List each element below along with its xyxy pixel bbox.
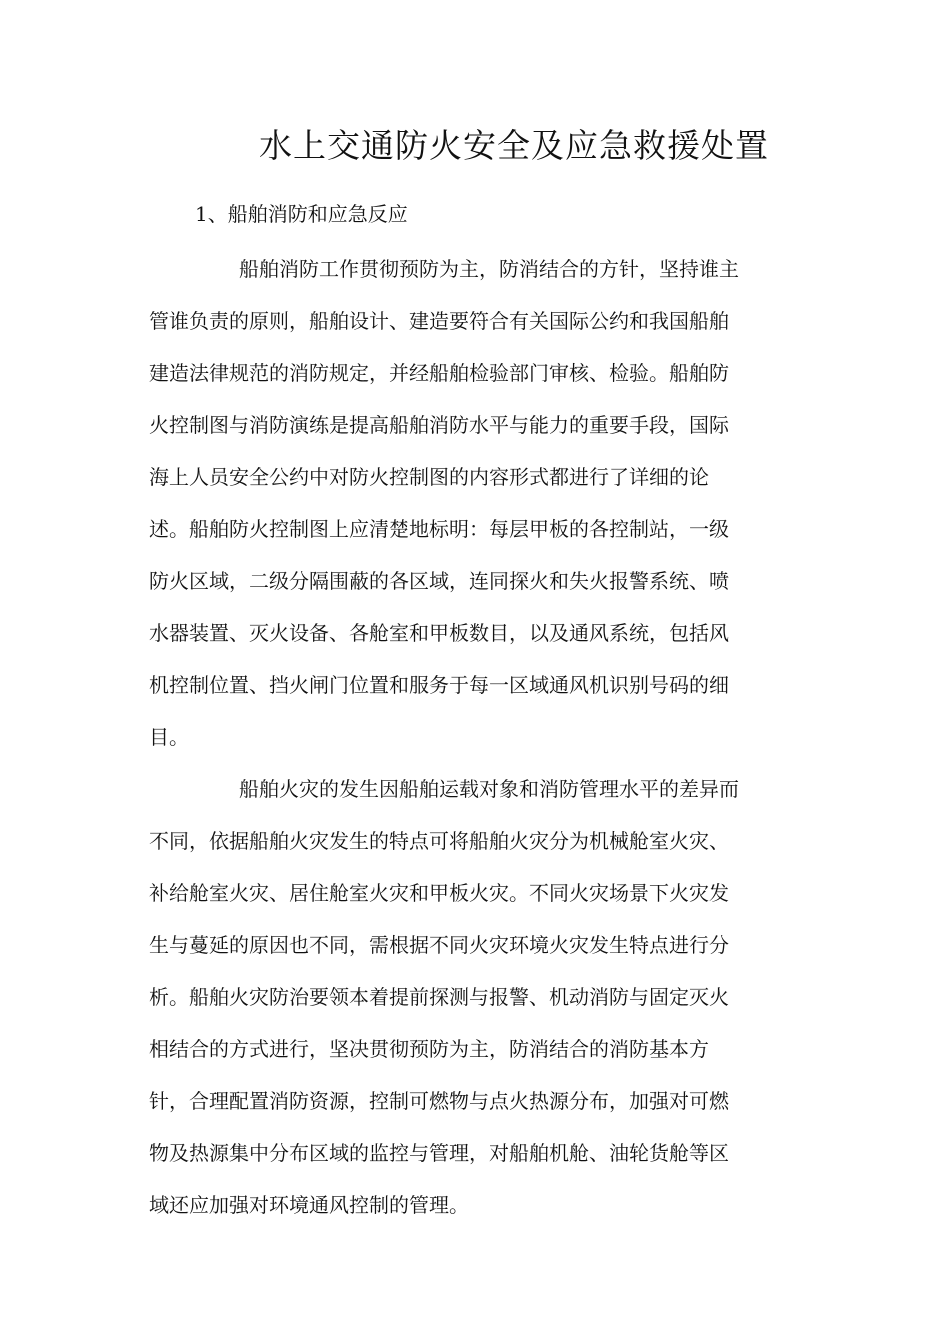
paragraph-line: 建造法律规范的消防规定，并经船舶检验部门审核、检验。船舶防 bbox=[149, 361, 729, 385]
paragraph-line: 相结合的方式进行，坚决贯彻预防为主，防消结合的消防基本方 bbox=[149, 1037, 709, 1061]
paragraph-line: 管谁负责的原则，船舶设计、建造要符合有关国际公约和我国船舶 bbox=[149, 309, 729, 333]
paragraph-line: 目。 bbox=[149, 725, 189, 749]
paragraph-line: 析。船舶火灾防治要领本着提前探测与报警、机动消防与固定灭火 bbox=[149, 985, 729, 1009]
paragraph-line: 水器装置、灭火设备、各舱室和甲板数目，以及通风系统，包括风 bbox=[149, 621, 729, 645]
paragraph-line: 补给舱室火灾、居住舱室火灾和甲板火灾。不同火灾场景下火灾发 bbox=[149, 881, 729, 905]
section-heading: 1、船舶消防和应急反应 bbox=[195, 202, 408, 226]
paragraph-line: 火控制图与消防演练是提高船舶消防水平与能力的重要手段，国际 bbox=[149, 413, 729, 437]
paragraph-line: 述。船舶防火控制图上应清楚地标明：每层甲板的各控制站，一级 bbox=[149, 517, 729, 541]
paragraph-line: 防火区域，二级分隔围蔽的各区域，连同探火和失火报警系统、喷 bbox=[149, 569, 729, 593]
paragraph-line: 机控制位置、挡火闸门位置和服务于每一区域通风机识别号码的细 bbox=[149, 673, 729, 697]
paragraph-line: 船舶消防工作贯彻预防为主，防消结合的方针，坚持谁主 bbox=[239, 257, 739, 281]
paragraph-line: 物及热源集中分布区域的监控与管理，对船舶机舱、油轮货舱等区 bbox=[149, 1141, 729, 1165]
paragraph-line: 生与蔓延的原因也不同，需根据不同火灾环境火灾发生特点进行分 bbox=[149, 933, 729, 957]
paragraph-line: 针，合理配置消防资源，控制可燃物与点火热源分布，加强对可燃 bbox=[149, 1089, 729, 1113]
paragraph-line: 船舶火灾的发生因船舶运载对象和消防管理水平的差异而 bbox=[239, 777, 739, 801]
paragraph-line: 域还应加强对环境通风控制的管理。 bbox=[149, 1193, 469, 1217]
paragraph-line: 不同，依据船舶火灾发生的特点可将船舶火灾分为机械舱室火灾、 bbox=[149, 829, 729, 853]
document-title: 水上交通防火安全及应急救援处置 bbox=[259, 126, 769, 165]
paragraph-line: 海上人员安全公约中对防火控制图的内容形式都进行了详细的论 bbox=[149, 465, 709, 489]
